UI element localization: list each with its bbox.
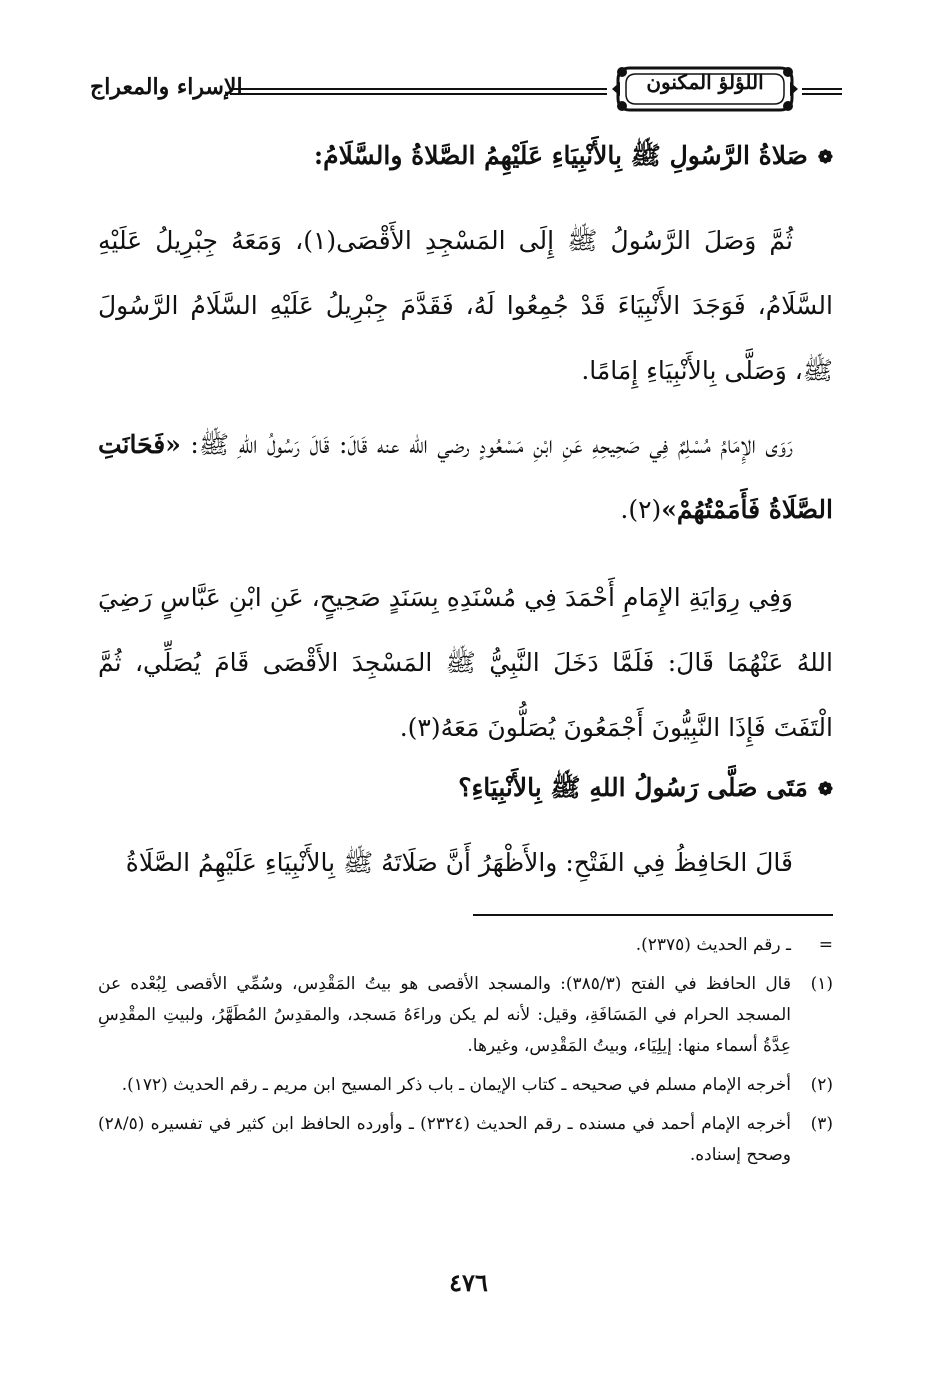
paragraph-text: ثُمَّ وَصَلَ الرَّسُولُ ﷺ إِلَى المَسْجِدِ الأَقْصَى(١)، وَمَعَهُ جِبْرِيلُ عَلَيْهِ السَّلَامُ، فَوَجَدَ الأَنْبِيَاءَ قَدْ جُمِعُوا لَهُ، فَقَدَّمَ جِبْرِيلُ عَلَيْهِ السَّلَامُ الرَّسُولَ ﷺ، وَصَلَّى بِالأَنْبِيَاءِ إِمَامًا. bbox=[98, 226, 833, 385]
footnote-separator bbox=[473, 914, 833, 916]
footnote-text: قال الحافظ في الفتح (٣٨٥/٣): والمسجد الأقصى هو بيتُ المَقْدِس، وسُمِّي الأقصى لِبُعْده عن المسجد الحرام في المَسَافَةِ، وقيل: لأنه لم يكن وراءَهُ مَسجد، والمقدِسُ المُطَهَّرُ، ولبيتِ المقْدِسِ عِدَّةُ أسماء منها: إيلِيَاء، وبيتُ المَقْدِس، وغيرها. bbox=[98, 974, 791, 1056]
page-header bbox=[90, 52, 842, 132]
footnote-ref-2: (٢). bbox=[620, 495, 662, 524]
footnote-number: (٣) bbox=[810, 1114, 833, 1134]
section-heading-when bbox=[98, 772, 833, 809]
footnote-number: (٢) bbox=[810, 1075, 833, 1095]
paragraph-1 bbox=[98, 208, 833, 403]
flower-bullet-icon: ❁ bbox=[817, 147, 833, 168]
paragraph-2 bbox=[98, 412, 833, 542]
footnotes bbox=[98, 930, 833, 1179]
footnote-number: (١) bbox=[810, 974, 833, 994]
footnote-1 bbox=[98, 969, 833, 1062]
paragraph-text-4: قَالَ الحَافِظُ فِي الفَتْحِ: والأَظْهَرُ أَنَّ صَلَاتَهُ ﷺ بِالأَنْبِيَاءِ عَلَيْهِمُ الصَّلَاةُ bbox=[125, 848, 793, 877]
footnote-number: = bbox=[818, 935, 833, 955]
footnote-text: ـ رقم الحديث (٢٣٧٥). bbox=[635, 935, 791, 955]
paragraph-text-2 bbox=[98, 412, 833, 542]
footnote-continuation bbox=[98, 930, 833, 961]
footnote-text: أخرجه الإمام أحمد في مسنده ـ رقم الحديث (٢٣٢٤) ـ وأورده الحافظ ابن كثير في تفسيره (٢٨/٥) وصحح إسناده. bbox=[98, 1114, 791, 1165]
heading-text: صَلاةُ الرَّسُولِ ﷺ بِالأَنْبِيَاءِ عَلَيْهِمُ الصَّلاةُ والسَّلَامُ: bbox=[313, 141, 808, 170]
paragraph-text-3: وَفِي رِوَايَةِ الإِمَامِ أَحْمَدَ فِي مُسْنَدِهِ بِسَنَدٍ صَحِيحٍ، عَنِ ابْنِ عَبَّاسٍ رَضِيَ اللهُ عَنْهُمَا قَالَ: فَلَمَّا دَخَلَ النَّبِيُّ ﷺ المَسْجِدَ الأَقْصَى قَامَ يُصَلِّي، ثُمَّ الْتَفَتَ فَإِذَا النَّبِيُّونَ أَجْمَعُونَ يُصَلُّونَ مَعَهُ(٣). bbox=[98, 583, 833, 742]
flower-bullet-icon: ❁ bbox=[817, 779, 833, 800]
footnote-3 bbox=[98, 1109, 833, 1171]
header-rule-right bbox=[802, 88, 842, 95]
page-number: ٤٧٦ bbox=[449, 1268, 488, 1297]
footnote-text: أخرجه الإمام مسلم في صحيحه ـ كتاب الإيمان ـ باب ذكر المسيح ابن مريم ـ رقم الحديث (١٧٢). bbox=[121, 1075, 791, 1095]
section-heading-prayer bbox=[98, 140, 833, 177]
footnote-2 bbox=[98, 1070, 833, 1101]
book-title: اللؤلؤ المكنون bbox=[646, 70, 764, 94]
para2-intro: رَوَى الإِمَامُ مُسْلِمٌ فِي صَحِيحِهِ عَنِ ابْنِ مَسْعُودٍ رضي الله عنه قَالَ: قَالَ رَسُولُ اللهِ ﷺ: bbox=[180, 430, 793, 459]
header-rule-middle bbox=[230, 88, 607, 95]
section-title: الإسراء والمعراج bbox=[90, 74, 243, 100]
paragraph-3 bbox=[98, 565, 833, 760]
heading-text-2: مَتَى صَلَّى رَسُولُ اللهِ ﷺ بِالأَنْبِيَاءِ؟ bbox=[458, 773, 808, 802]
book-title-ornament bbox=[610, 60, 800, 118]
paragraph-4 bbox=[98, 830, 833, 895]
hadith-quote: «فَحَانَتِ الصَّلَاةُ فَأَمَمْتُهُمْ» bbox=[98, 430, 833, 524]
